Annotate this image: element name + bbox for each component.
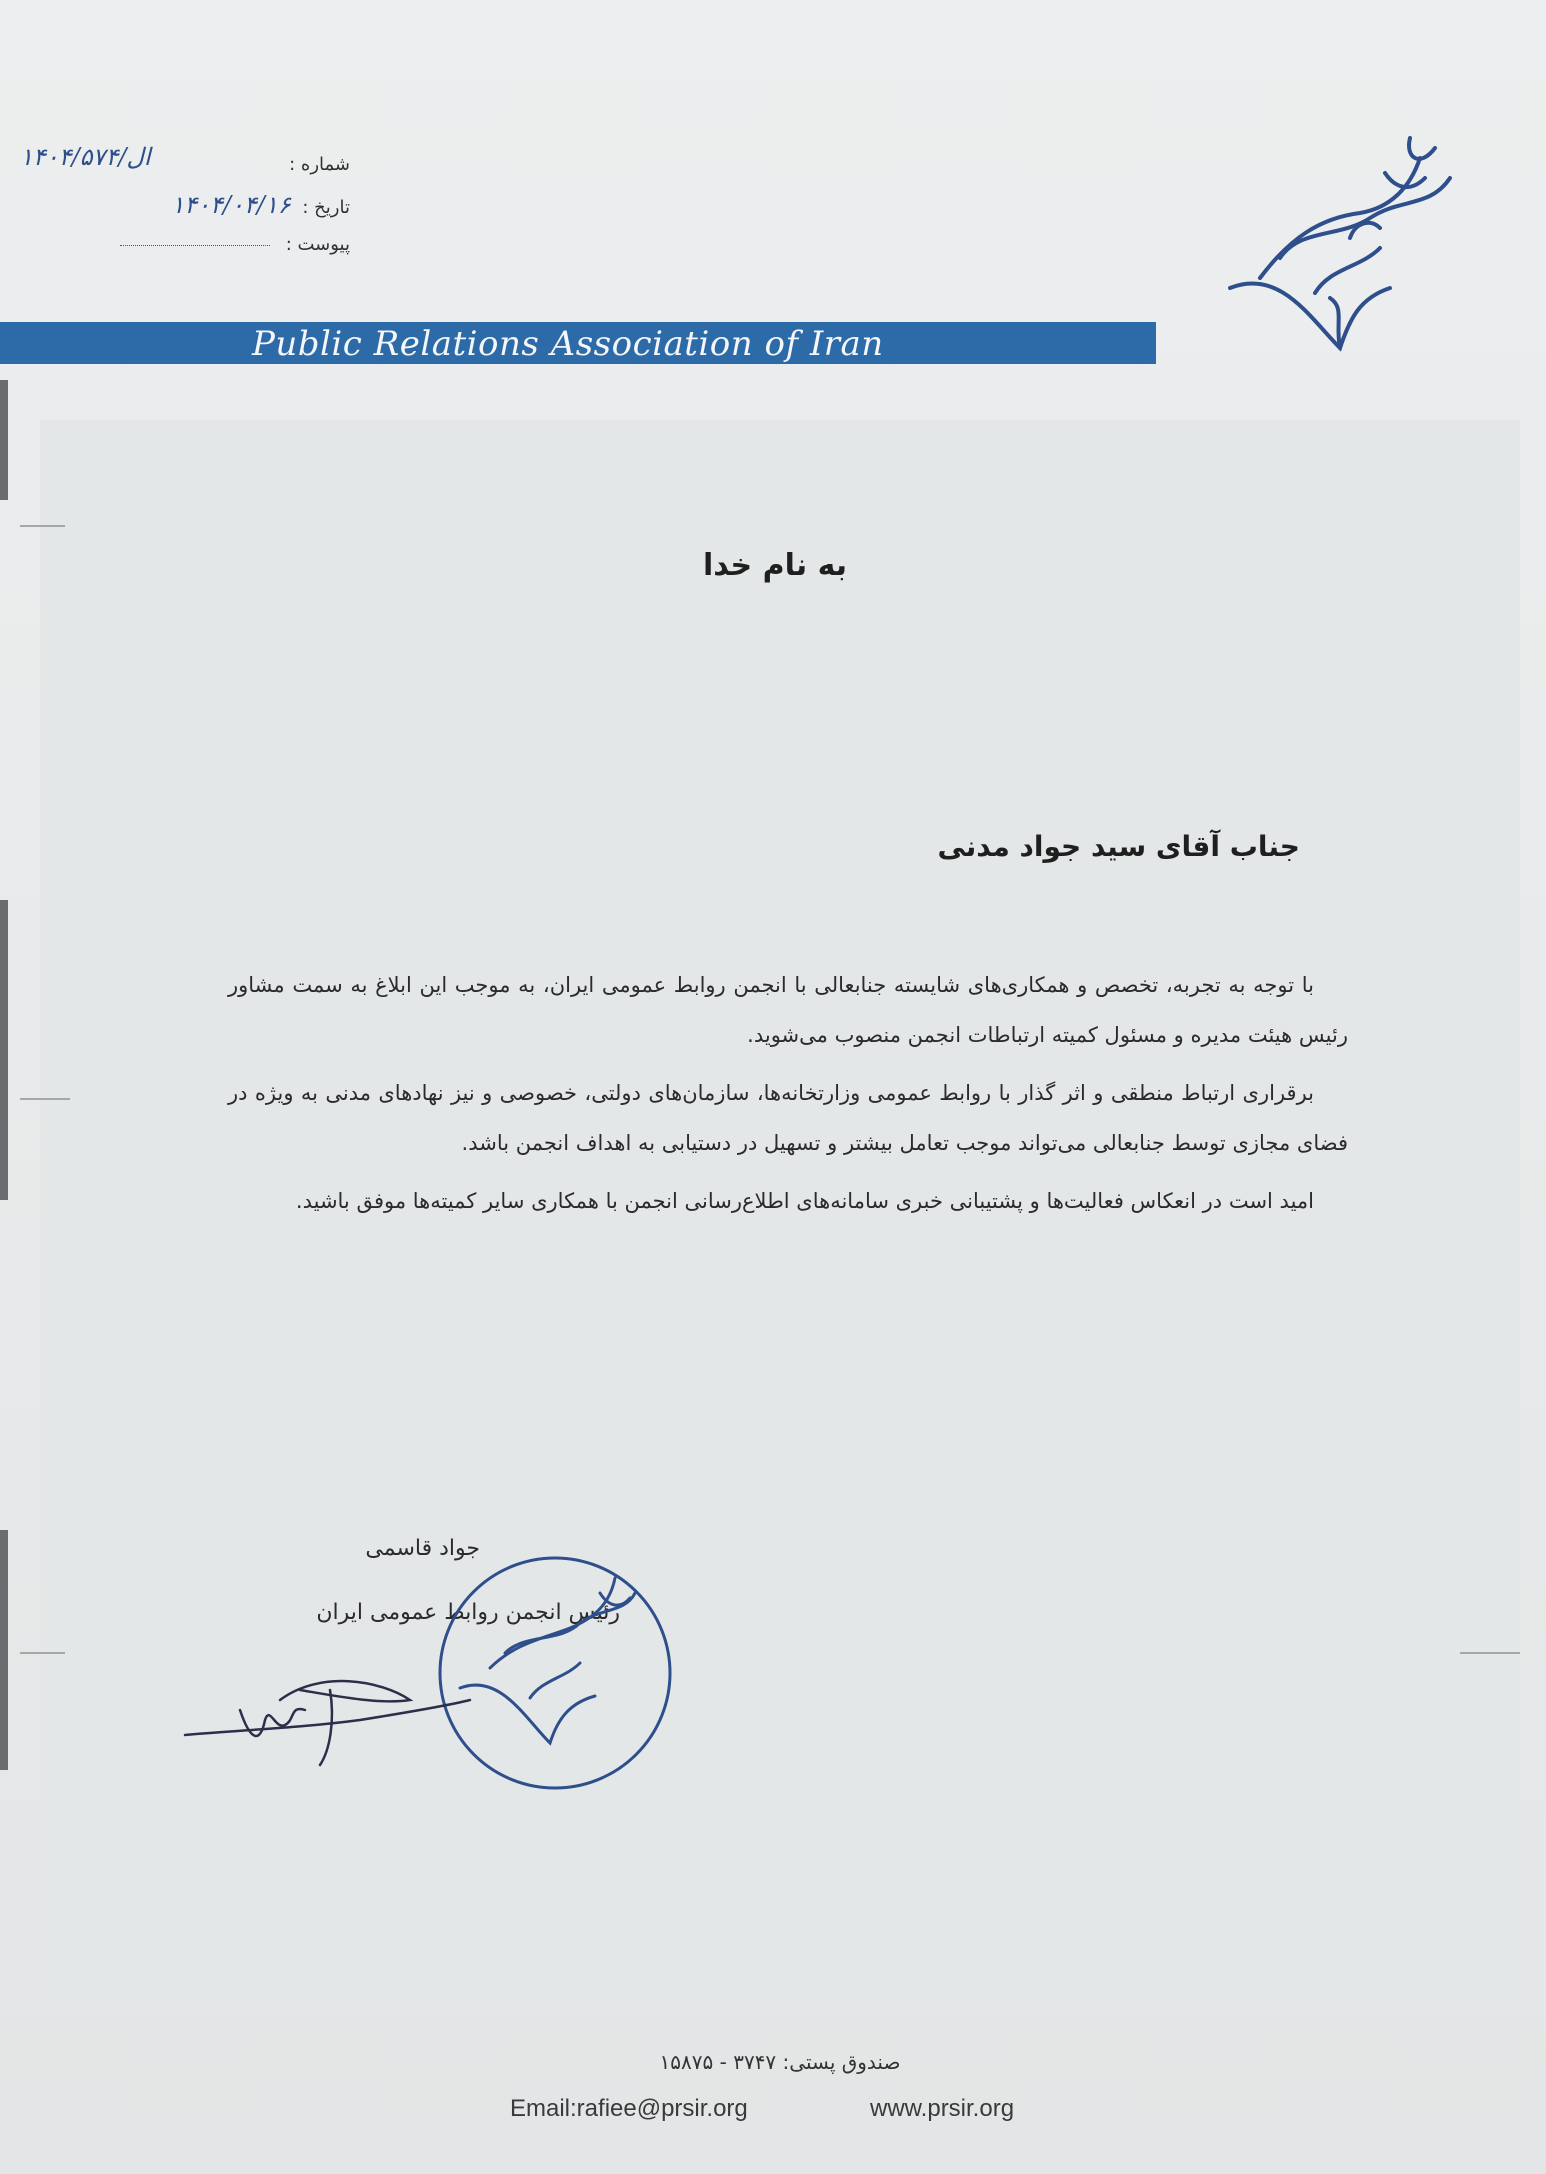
attachment-blank — [120, 245, 270, 246]
letter-body — [228, 960, 1348, 1234]
date-value: ۱۴۰۴/۰۴/۱۶ — [171, 191, 291, 219]
body-paragraph: با توجه به تجربه، تخصص و همکاری‌های شایسته جنابعالی با انجمن روابط عمومی ایران، به موجب این ابلاغ به سمت مشاور رئیس هیئت مدیره و مسئول کمیته ارتباطات انجمن منصوب می‌شوید. — [228, 973, 1348, 1047]
meta-attachment-row — [100, 225, 350, 265]
scan-edge-mark — [0, 900, 8, 1200]
scan-edge-mark — [0, 1530, 8, 1770]
number-value: ۱۴۰۴/ال/۵۷۴ — [20, 143, 151, 171]
letter-meta — [20, 143, 350, 265]
recipient-line: جناب آقای سید جواد مدنی — [937, 830, 1300, 863]
signer-name: جواد قاسمی — [365, 1536, 480, 1561]
number-label: شماره : — [289, 154, 350, 175]
scan-edge-mark — [0, 380, 8, 500]
meta-number-row — [20, 143, 350, 185]
handwritten-signature — [180, 1650, 480, 1770]
date-label: تاریخ : — [302, 197, 350, 218]
fold-line — [1460, 1652, 1520, 1654]
association-logo — [1220, 118, 1470, 368]
meta-date-row — [100, 185, 350, 225]
basmala-heading: به نام خدا — [702, 548, 848, 583]
banner-title: Public Relations Association of Iran — [252, 324, 884, 364]
attachment-label: پیوست : — [285, 234, 350, 255]
fold-line — [20, 1652, 65, 1654]
fold-line — [20, 1098, 70, 1100]
body-paragraph: امید است در انعکاس فعالیت‌ها و پشتیبانی خبری سامانه‌های اطلاع‌رسانی انجمن با همکاری سایر کمیته‌ها موفق باشید. — [295, 1189, 1314, 1213]
po-box: صندوق پستی: ۳۷۴۷ - ۱۵۸۷۵ — [659, 2050, 901, 2074]
fold-line — [20, 525, 65, 527]
footer-email[interactable]: Email:rafiee@prsir.org — [510, 2095, 748, 2122]
signer-title: رئیس انجمن روابط عمومی ایران — [316, 1600, 620, 1625]
footer-website[interactable]: www.prsir.org — [870, 2095, 1015, 2122]
body-paragraph: برقراری ارتباط منطقی و اثر گذار با روابط عمومی وزارتخانه‌ها، سازمان‌های دولتی، خصوصی و نیز نهادهای مدنی به ویژه در فضای مجازی توسط جنابعالی می‌تواند موجب تعامل بیشتر و تسهیل در دستیابی به اهداف انجمن باشد. — [228, 1081, 1348, 1155]
